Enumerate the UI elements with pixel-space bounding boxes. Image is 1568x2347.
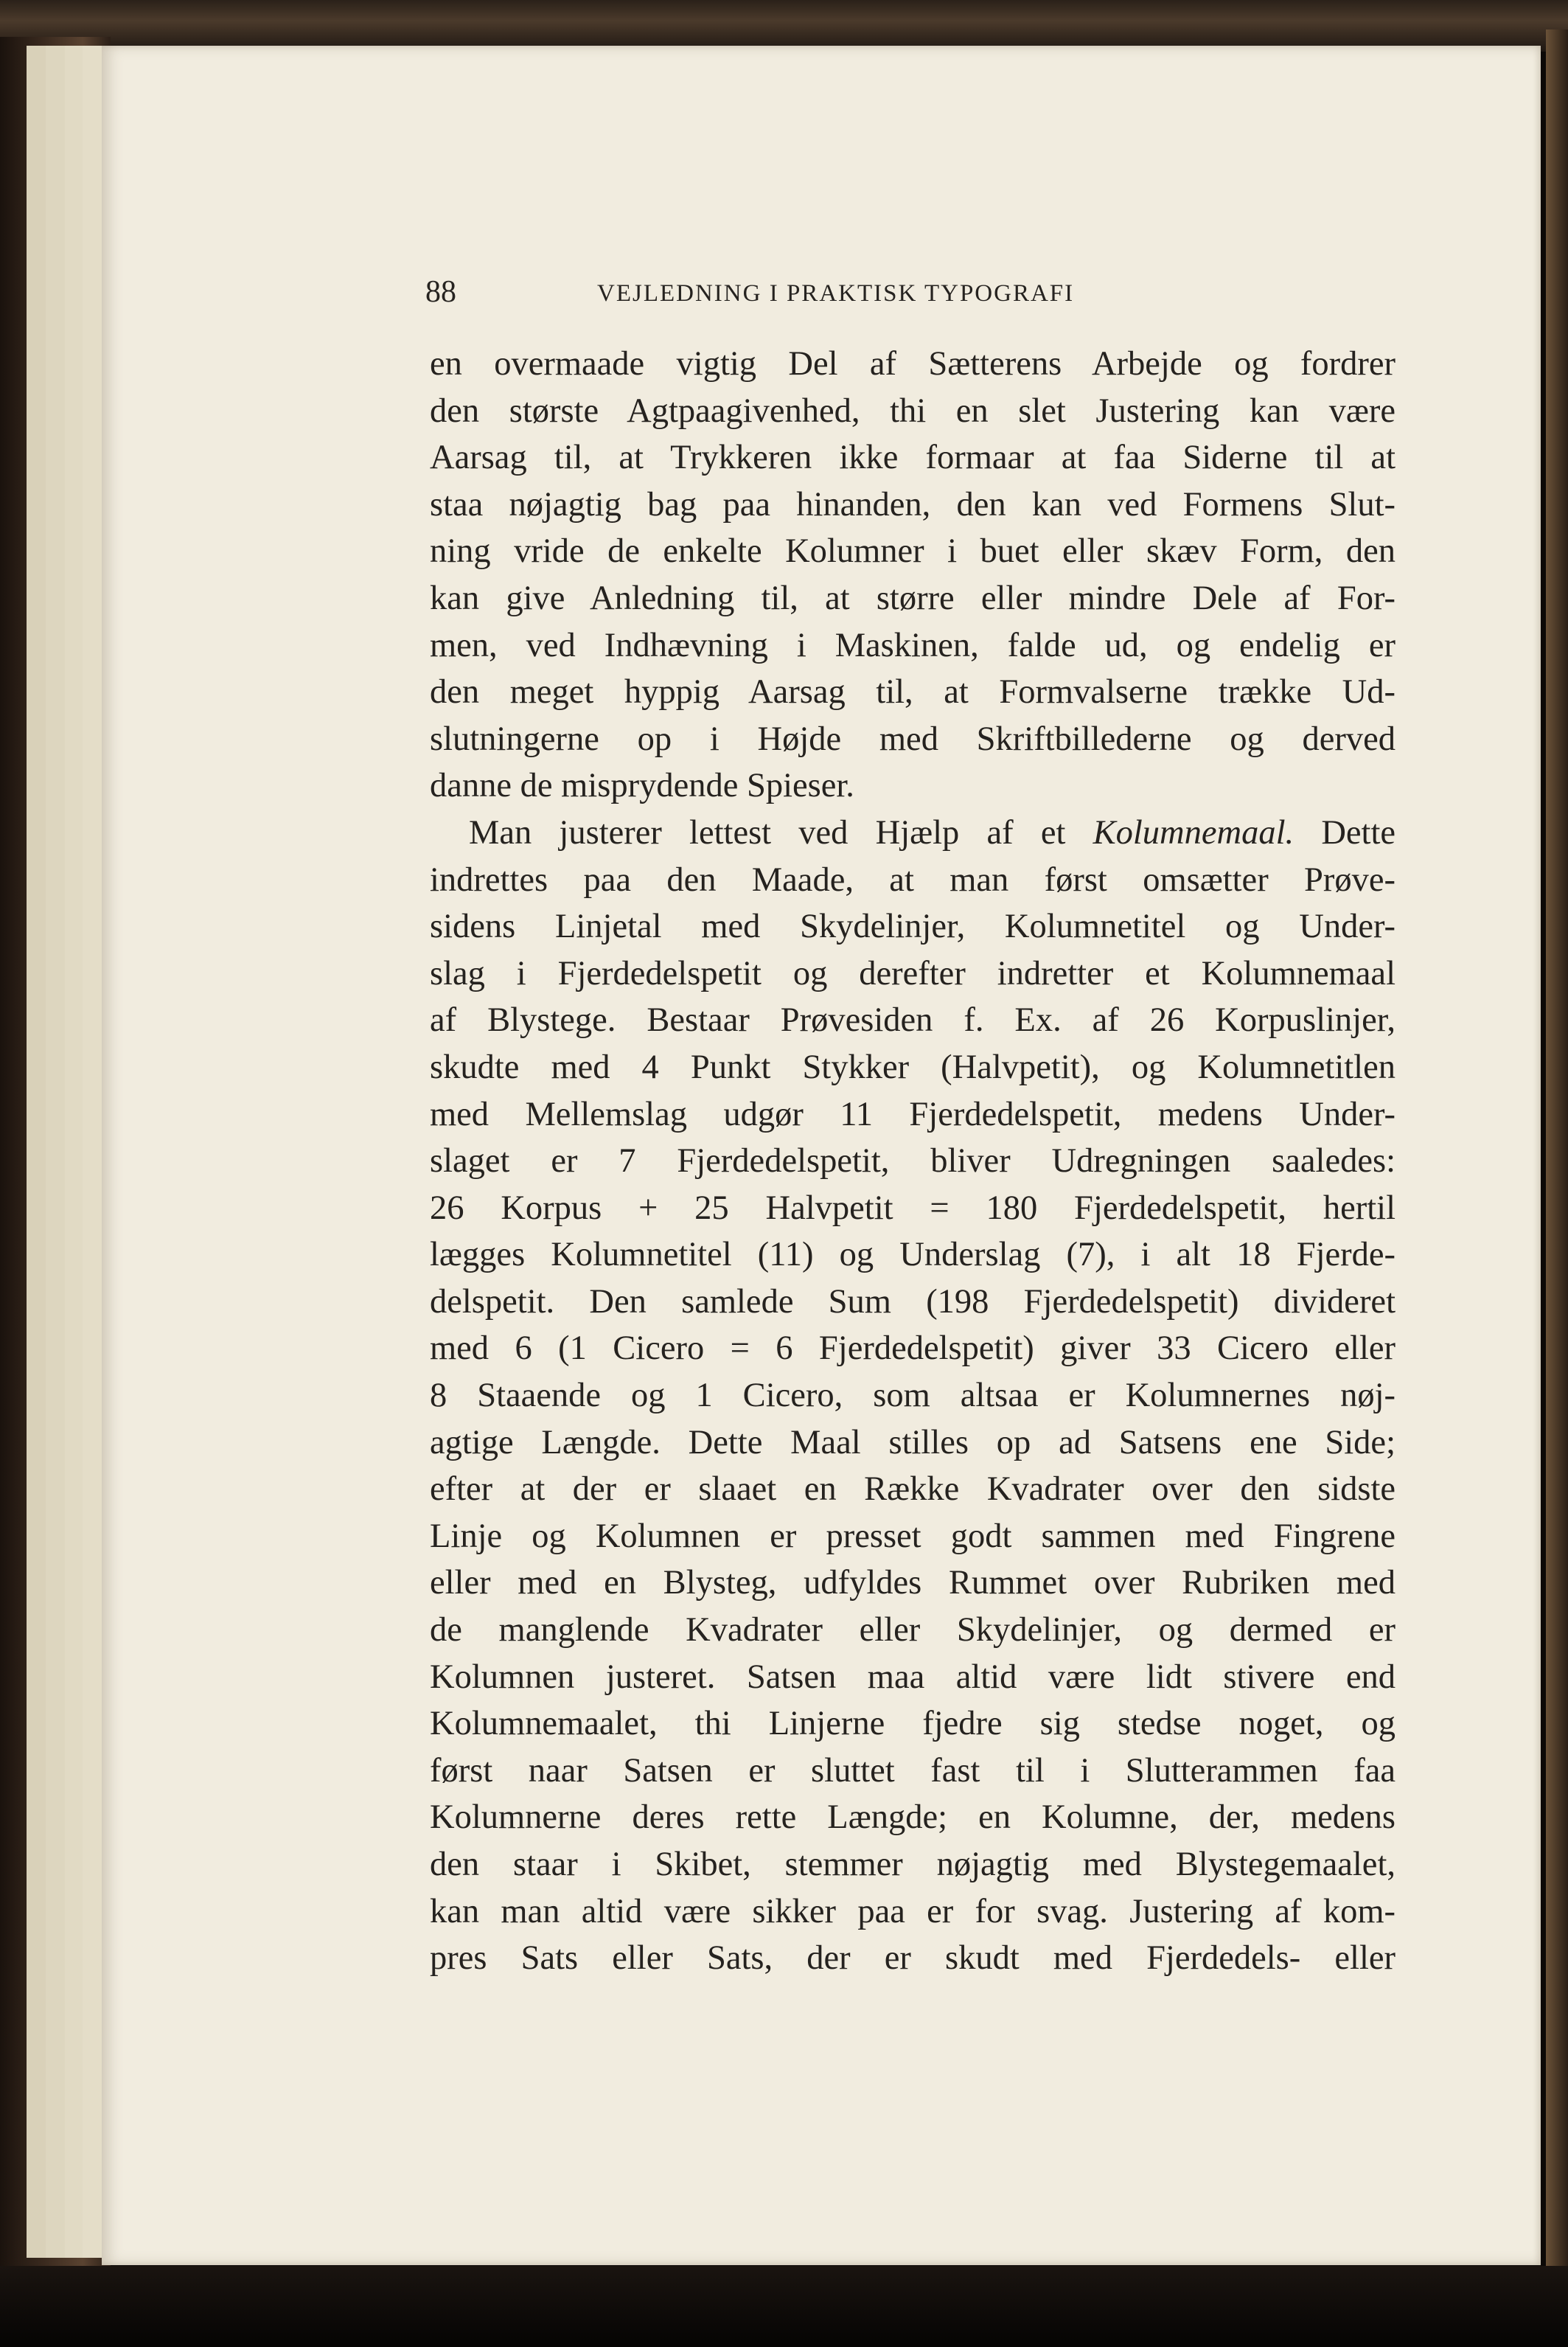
text-line: sidens Linjetal med Skydelinjer, Kolumnetitel og Under- bbox=[430, 908, 1395, 946]
page-number: 88 bbox=[425, 275, 456, 309]
text-line: den største Agtpaagivenhed, thi en slet Justering kan være bbox=[430, 392, 1395, 430]
text-line: indrettes paa den Maade, at man først omsætter Prøve- bbox=[430, 860, 1395, 899]
binding-right-edge bbox=[1546, 29, 1568, 2308]
text-line: agtige Længde. Dette Maal stilles op ad Satsens ene Side; bbox=[430, 1423, 1395, 1461]
text-line: den meget hyppig Aarsag til, at Formvalserne trække Ud- bbox=[430, 673, 1395, 712]
text-line: af Blystege. Bestaar Prøvesiden f. Ex. af 26 Korpuslinjer, bbox=[430, 1001, 1395, 1040]
text-line: men, ved Indhævning i Maskinen, falde ud, og endelig er bbox=[430, 626, 1395, 664]
text-line-paragraph-start bbox=[430, 810, 1395, 857]
text-line: lægges Kolumnetitel (11) og Underslag (7), i alt 18 Fjerde- bbox=[430, 1236, 1395, 1274]
text-line: med Mellemslag udgør 11 Fjerdedelspetit, medens Under- bbox=[430, 1095, 1395, 1133]
text-line: pres Sats eller Sats, der er skudt med Fjerdedels- eller bbox=[430, 1939, 1395, 1978]
text-line: slag i Fjerdedelspetit og derefter indretter et Kolumnemaal bbox=[430, 954, 1395, 992]
text-segment: Man justerer lettest ved Hjælp af et bbox=[469, 813, 1066, 852]
text-line: 26 Korpus + 25 Halvpetit = 180 Fjerdedelspetit, hertil bbox=[430, 1189, 1395, 1227]
running-title: VEJLEDNING I PRAKTISK TYPOGRAFI bbox=[597, 280, 1075, 307]
text-line: slutningerne op i Højde med Skriftbillederne og derved bbox=[430, 720, 1395, 758]
text-line: først naar Satsen er sluttet fast til i Slutterammen faa bbox=[430, 1751, 1395, 1790]
text-line: en overmaade vigtig Del af Sætterens Arbejde og fordrer bbox=[430, 345, 1395, 383]
text-line: Kolumnemaalet, thi Linjerne fjedre sig stedse noget, og bbox=[430, 1705, 1395, 1743]
text-line: kan give Anledning til, at større eller mindre Dele af For- bbox=[430, 579, 1395, 617]
text-line: ning vride de enkelte Kolumner i buet eller skæv Form, den bbox=[430, 532, 1395, 571]
binding-top-edge bbox=[0, 0, 1568, 52]
text-line: med 6 (1 Cicero = 6 Fjerdedelspetit) giver 33 Cicero eller bbox=[430, 1329, 1395, 1368]
text-line: den staar i Skibet, stemmer nøjagtig med Blystegemaalet, bbox=[430, 1846, 1395, 1883]
text-line: eller med en Blysteg, udfyldes Rummet over Rubriken med bbox=[430, 1564, 1395, 1602]
text-line: Kolumnen justeret. Satsen maa altid være lidt stivere end bbox=[430, 1658, 1395, 1696]
text-line: slaget er 7 Fjerdedelspetit, bliver Udregningen saaledes: bbox=[430, 1142, 1395, 1181]
text-line: de manglende Kvadrater eller Skydelinjer, og dermed er bbox=[430, 1611, 1395, 1649]
binding-bottom-edge bbox=[0, 2266, 1568, 2347]
italic-term: Kolumnemaal. bbox=[1093, 813, 1295, 852]
text-line: 8 Staaende og 1 Cicero, som altsaa er Kolumnernes nøj- bbox=[430, 1377, 1395, 1415]
text-line: Aarsag til, at Trykkeren ikke formaar at faa Siderne til at bbox=[430, 439, 1395, 477]
text-line: delspetit. Den samlede Sum (198 Fjerdedelspetit) divideret bbox=[430, 1282, 1395, 1321]
text-line: staa nøjagtig bag paa hinanden, den kan ved Formens Slut- bbox=[430, 485, 1395, 524]
page-header bbox=[425, 274, 1398, 319]
body-text bbox=[430, 341, 1395, 1982]
text-line: kan man altid være sikker paa er for svag. Justering af kom- bbox=[430, 1892, 1395, 1930]
text-line: Linje og Kolumnen er presset godt sammen med Fingrene bbox=[430, 1517, 1395, 1555]
text-line: efter at der er slaaet en Række Kvadrater over den sidste bbox=[430, 1470, 1395, 1509]
text-line: danne de misprydende Spieser. bbox=[430, 767, 854, 805]
text-segment: Dette bbox=[1321, 813, 1396, 852]
text-line: Kolumnerne deres rette Længde; en Kolumne, der, medens bbox=[430, 1798, 1395, 1837]
text-line: skudte med 4 Punkt Stykker (Halvpetit), og Kolumnetitlen bbox=[430, 1048, 1395, 1086]
